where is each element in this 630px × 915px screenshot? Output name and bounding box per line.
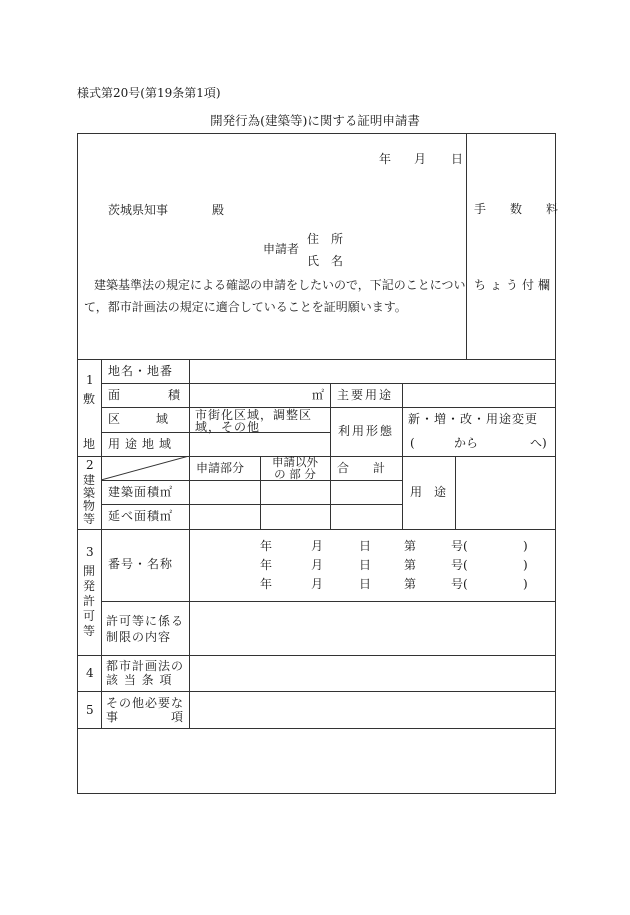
fee-label: 手 数 料 (474, 202, 559, 216)
usage-kara: から (454, 436, 479, 450)
applicant-label: 申請者 (263, 242, 300, 256)
usage-form-label: 利用形態 (338, 424, 395, 438)
date-day: 日 (451, 152, 464, 166)
col-other: 申請以外 の 部 分 (272, 455, 318, 481)
zone-label: 区 域 (108, 412, 169, 426)
date-month: 月 (414, 152, 427, 166)
law-section-number: 4 (86, 666, 94, 680)
site-section-label: 敷 地 (82, 392, 95, 451)
stamp-label: ちょう付欄 (474, 278, 555, 292)
zone-value: 市街化区域，調整区域，その他 (195, 408, 313, 434)
restriction-label: 許可等に係る 制限の内容 (106, 614, 185, 644)
number-name-label: 番号・名称 (108, 557, 174, 571)
body-text-line2: て，都市計画法の規定に適合していることを証明願います。 (84, 300, 407, 314)
area-label: 面 積 (108, 388, 181, 402)
other-label: その他必要な 事 項 (106, 696, 185, 724)
main-use-label: 主要用途 (337, 388, 394, 402)
col-total: 合 計 (337, 461, 386, 475)
honorific: 殿 (212, 203, 225, 217)
use-label: 用 途 (410, 485, 447, 499)
permit-section-number: 3 (86, 545, 94, 559)
header-diagonal-line (101, 456, 189, 480)
permit-section-label: 開 発 許 可 等 (82, 564, 95, 638)
applicant-address-label: 住 所 (307, 232, 344, 246)
use-zone-label: 用途地域 (108, 437, 177, 451)
law-label: 都市計画法の 該 当 条 項 (106, 659, 185, 687)
applicant-name-label: 氏 名 (307, 254, 344, 268)
form-title: 開発行為(建築等)に関する証明申請書 (210, 113, 420, 128)
site-section-number: 1 (86, 373, 94, 387)
date-year: 年 (379, 152, 392, 166)
floor-area-label: 延べ面積㎡ (108, 509, 174, 523)
building-section-label: 建 築 物 等 (82, 473, 95, 526)
form-number: 様式第20号(第19条第1項) (77, 86, 221, 100)
body-text-line1: 建築基準法の規定による確認の申請をしたいので，下記のことについ (94, 278, 466, 292)
usage-options: 新・増・改・用途変更 (408, 412, 539, 426)
col-applied: 申請部分 (196, 461, 245, 475)
building-section-number: 2 (86, 458, 94, 472)
usage-from: ( (410, 436, 415, 450)
lot-label: 地名・地番 (108, 364, 174, 378)
building-area-label: 建築面積㎡ (108, 485, 174, 499)
certificate-application-form: 様式第20号(第19条第1項) 開発行為(建築等)に関する証明申請書 年 月 日 茨城県知事 殿 申請者 住 所 氏 名 建築基準法の規定による確認の申請をしたいので，下記のことについ て，都市計画法の規定に適合していることを証明願います。 手 数 料 ちょう付欄 1 敷 地 地名・地番 面 積 ㎡ 主要用途 区 域 用途地域 市街化区域，調整区域，その他 利用形態 新・増・改・用途変更 ( から へ) 2 建 築 物 等 申請部分 申請以外 の 部 分 合 計 建築面積㎡ 延べ面積㎡ 用 途 3 開 発 許 可 等 番号・名称 年 月 日 第 号( ) 年 月 日 第 号( ) 年 月 日 第 号( ) 許可等に係る 制限の内容 4 都市計画法の 該 当 条 項 5 その他必要な 事 項 (0, 0, 630, 915)
addressee: 茨城県知事 (108, 203, 169, 217)
area-unit: ㎡ (312, 388, 325, 402)
usage-to: へ) (530, 436, 547, 450)
other-section-number: 5 (86, 703, 94, 717)
